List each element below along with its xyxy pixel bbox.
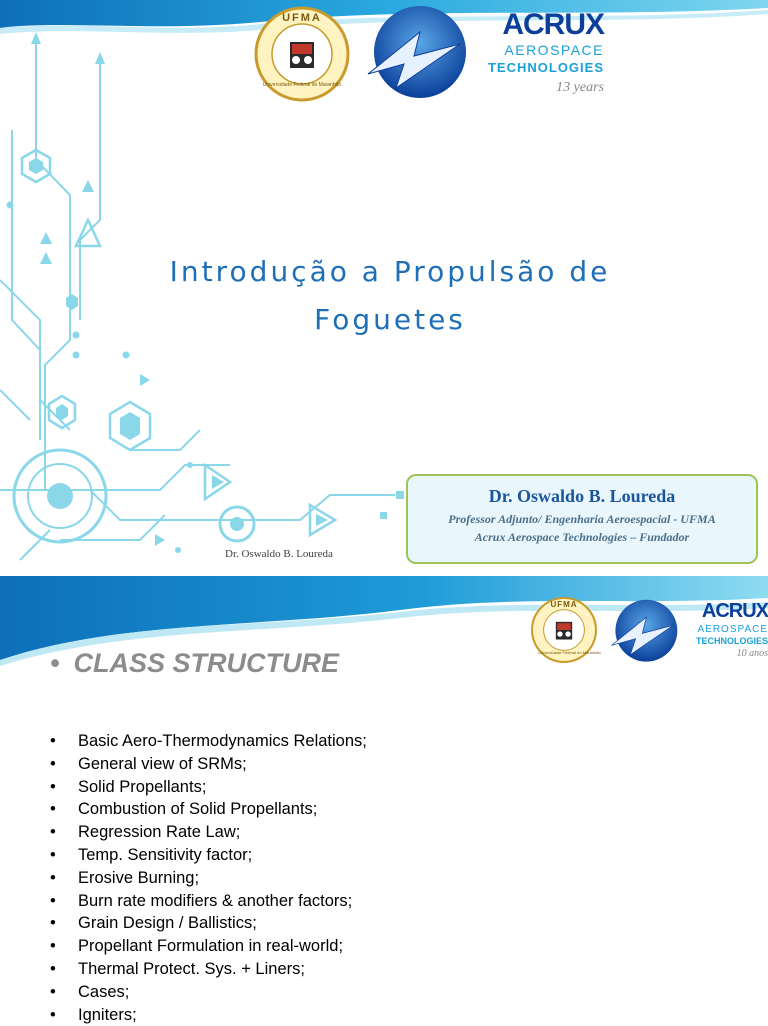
list-item: • Cases; bbox=[50, 982, 130, 1001]
presentation-title bbox=[90, 248, 690, 344]
list-item: • Igniters; bbox=[50, 1005, 137, 1024]
acrux-logo bbox=[360, 4, 605, 104]
list-item: • Thermal Protect. Sys. + Liners; bbox=[50, 959, 305, 978]
heading-text: CLASS STRUCTURE bbox=[73, 648, 339, 678]
list-item: • Grain Design / Ballistics; bbox=[50, 914, 257, 933]
title-line-1: Introdução a Propulsão de bbox=[169, 255, 611, 288]
acrux-logo-small bbox=[606, 598, 768, 666]
ufma-logo bbox=[252, 6, 352, 102]
ufma-ring-text-small: Universidade Federal do Maranhão bbox=[538, 650, 601, 655]
title-line-2: Foguetes bbox=[314, 303, 466, 336]
list-item: • Basic Aero-Thermodynamics Relations; bbox=[50, 732, 367, 750]
acrux-wordmark-small: ACRUX bbox=[701, 600, 768, 622]
ufma-acronym: UFMA bbox=[282, 12, 322, 24]
list-item: • Combustion of Solid Propellants; bbox=[50, 800, 318, 819]
footer-presenter-name: Dr. Oswaldo B. Loureda bbox=[225, 548, 333, 560]
slide-heading bbox=[50, 648, 339, 679]
list-item: • Solid Propellants; bbox=[50, 777, 207, 796]
list-item: • General view of SRMs; bbox=[50, 754, 247, 773]
list-item: • Temp. Sensitivity factor; bbox=[50, 845, 253, 864]
list-item: • Erosive Burning; bbox=[50, 868, 200, 887]
acrux-years-small: 10 anos bbox=[736, 648, 768, 659]
acrux-line2: TECHNOLOGIES bbox=[487, 60, 604, 75]
acrux-line2-small: TECHNOLOGIES bbox=[695, 636, 768, 646]
presenter-info-box bbox=[406, 474, 758, 564]
list-item: • Propellant Formulation in real-world; bbox=[50, 937, 344, 956]
acrux-line1-small: AEROSPACE bbox=[697, 624, 768, 635]
list-item: • Regression Rate Law; bbox=[50, 823, 241, 842]
presenter-role-1: Professor Adjunto/ Engenharia Aeroespacial - UFMA bbox=[448, 512, 716, 526]
list-item: • Burn rate modifiers & another factors; bbox=[50, 891, 353, 910]
ufma-ring-text: Universidade Federal do Maranhão bbox=[262, 82, 342, 88]
acrux-years: 13 years bbox=[556, 80, 604, 95]
class-structure-slide bbox=[0, 576, 768, 1024]
acrux-wordmark: ACRUX bbox=[502, 8, 604, 41]
topic-list bbox=[50, 730, 367, 1026]
presenter-name: Dr. Oswaldo B. Loureda bbox=[488, 486, 676, 506]
ufma-acronym-small: UFMA bbox=[550, 600, 578, 609]
ufma-logo-small bbox=[530, 596, 601, 664]
acrux-line1: AEROSPACE bbox=[504, 42, 604, 58]
presenter-role-2: Acrux Aerospace Technologies – Fundador bbox=[474, 530, 690, 544]
heading-bullet: • bbox=[50, 648, 60, 678]
